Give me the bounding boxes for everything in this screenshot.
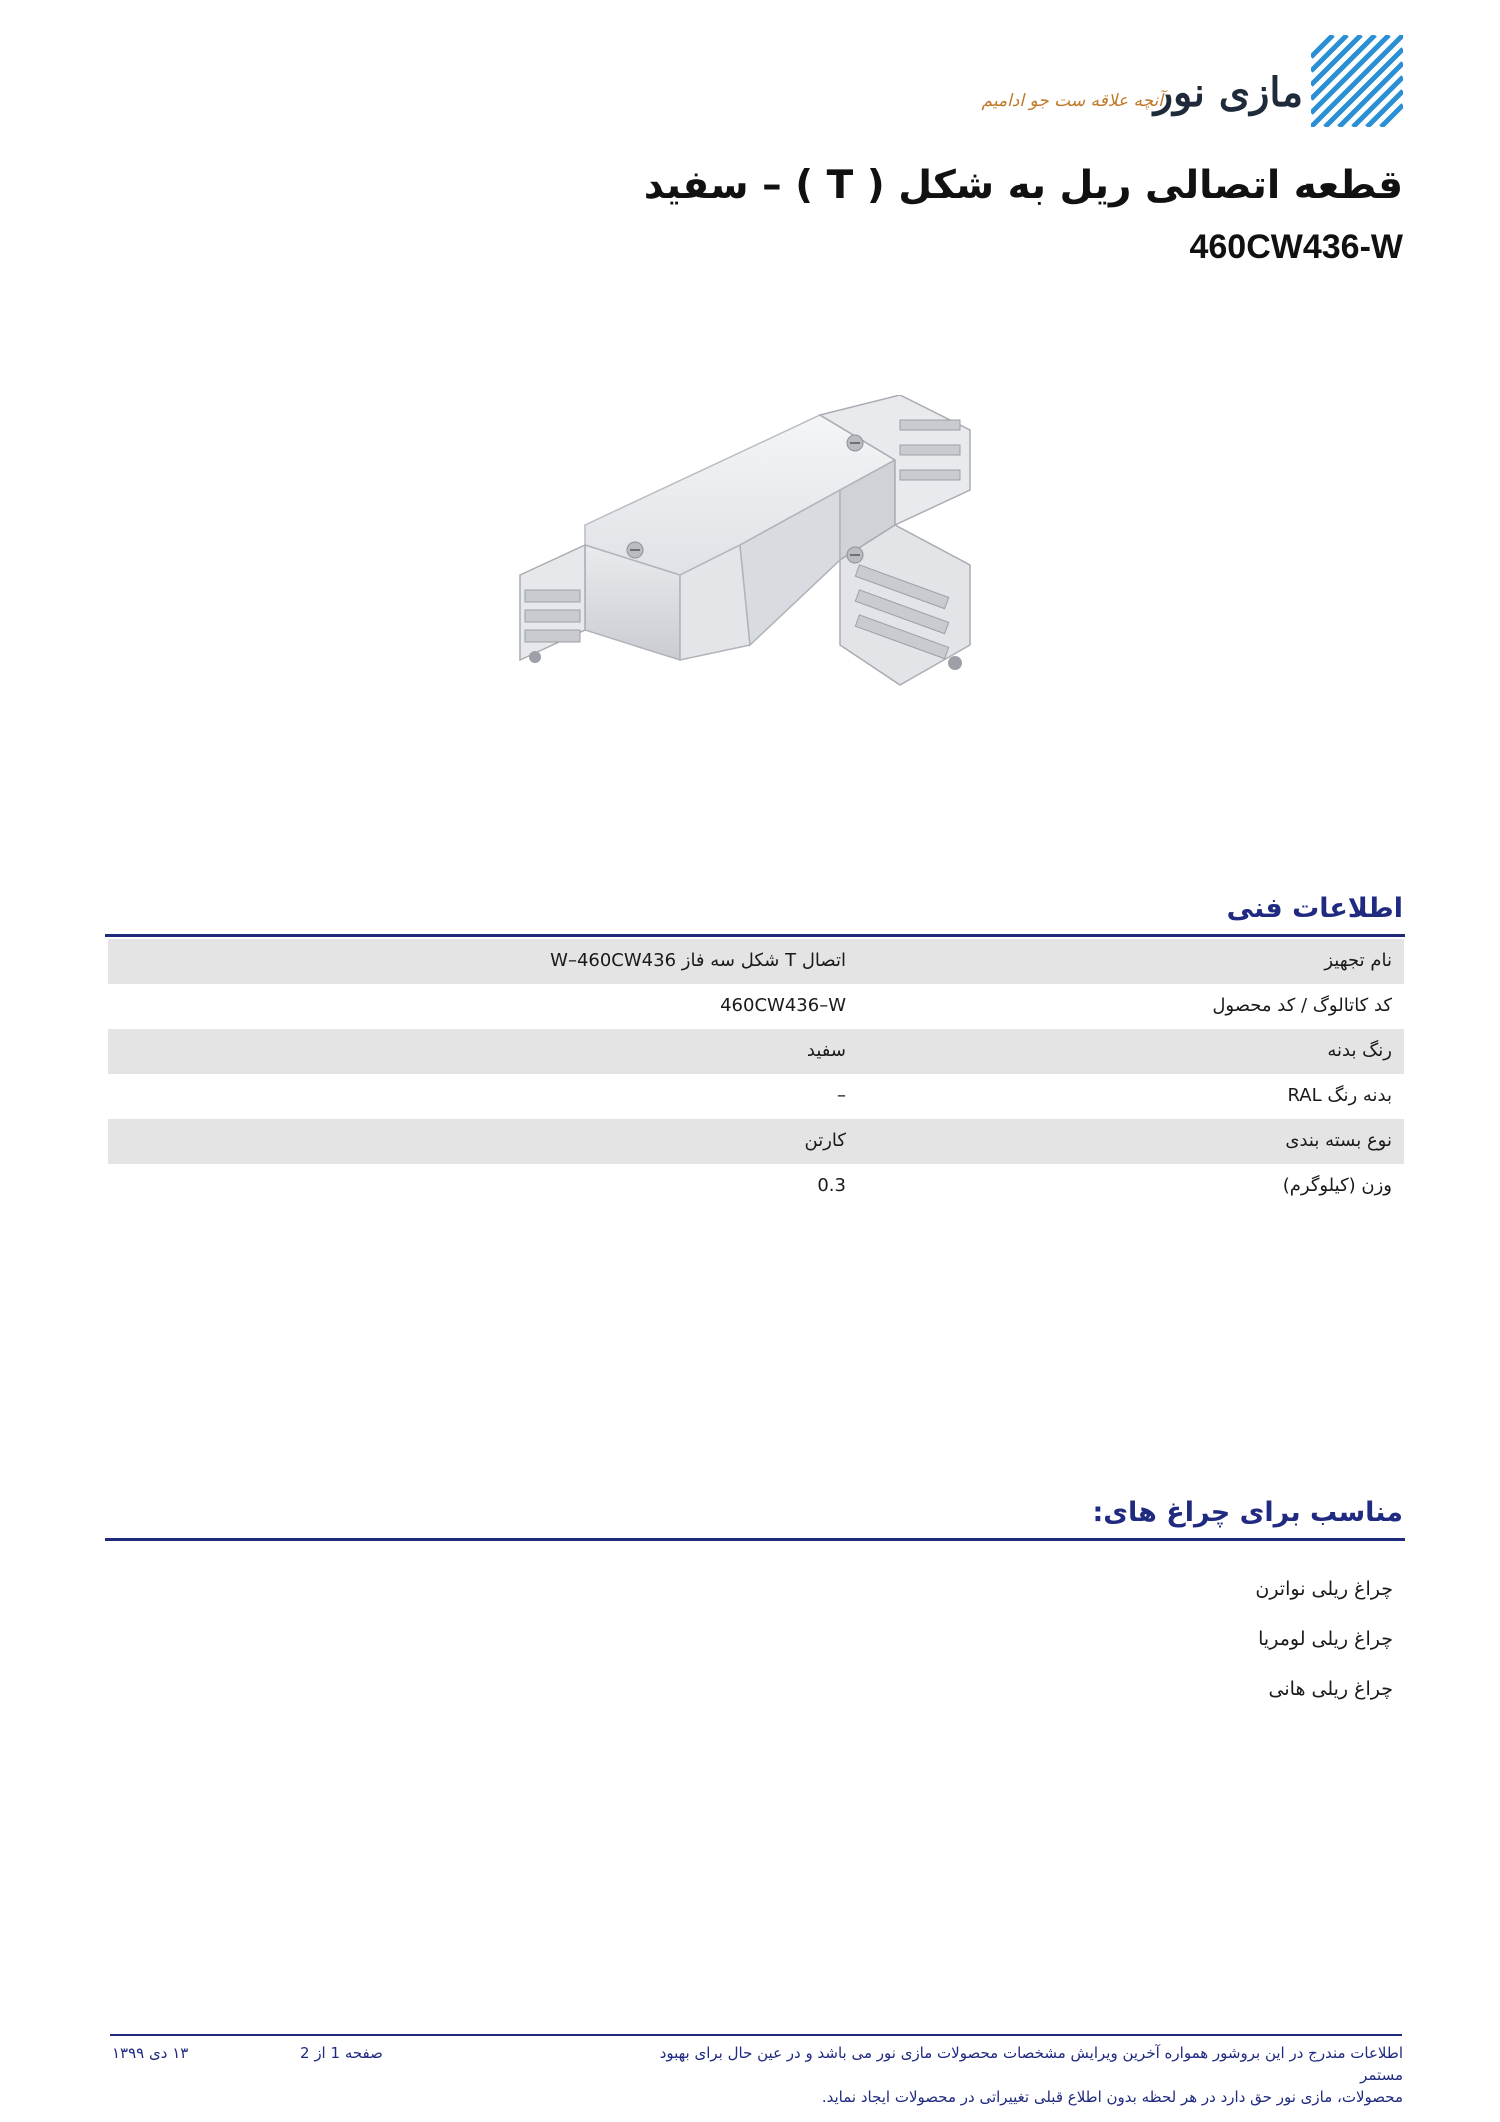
- spec-value: 0.3: [817, 1175, 846, 1196]
- spec-value: اتصال T شکل سه فاز W–460CW436: [550, 950, 846, 971]
- spec-row: [108, 984, 1404, 1029]
- product-title: قطعه اتصالی ریل به شکل ( T ) – سفید: [643, 163, 1403, 208]
- disclaimer-line: محصولات، مازی نور حق دارد در هر لحظه بدون اطلاع قبلی تغییراتی در محصولات ایجاد نماید.: [821, 2088, 1403, 2106]
- product-code: 460CW436-W: [1189, 228, 1403, 266]
- spec-value: کارتن: [804, 1130, 846, 1151]
- spec-table: [108, 939, 1404, 1209]
- lamp-list-item: چراغ ریلی نواترن: [1255, 1578, 1393, 1600]
- spec-row: [108, 1074, 1404, 1119]
- footer-divider: [110, 2034, 1402, 2036]
- spec-row: [108, 939, 1404, 984]
- spec-divider: [105, 934, 1405, 937]
- lamp-list-item: چراغ ریلی هانی: [1268, 1678, 1393, 1700]
- spec-label: وزن (کیلوگرم): [1282, 1175, 1392, 1196]
- spec-label: کد کاتالوگ / کد محصول: [1212, 995, 1392, 1016]
- spec-row: [108, 1164, 1404, 1209]
- logo-stripes-icon: [1311, 35, 1403, 127]
- spec-heading: اطلاعات فنی: [1226, 893, 1403, 924]
- company-logo: [981, 35, 1403, 130]
- disclaimer-line: اطلاعات مندرج در این بروشور همواره آخرین ویرایش مشخصات محصولات مازی نور می باشد و در عین حال برای بهبود مستمر: [659, 2044, 1403, 2084]
- spec-label: بدنه رنگ RAL: [1287, 1085, 1392, 1106]
- product-image: [500, 395, 980, 725]
- suitable-divider: [105, 1538, 1405, 1541]
- spec-label: نام تجهیز: [1324, 950, 1392, 971]
- logo-slogan: آنچه علاقه ست جو ادامیم: [981, 91, 1163, 111]
- spec-label: نوع بسته بندی: [1285, 1130, 1392, 1151]
- suitable-heading: مناسب برای چراغ های:: [1092, 1497, 1403, 1528]
- page-number: صفحه 1 از 2: [300, 2044, 383, 2062]
- lamp-list-item: چراغ ریلی لومریا: [1258, 1628, 1393, 1650]
- spec-value: سفید: [806, 1040, 846, 1061]
- document-date: ۱۳ دی ۱۳۹۹: [112, 2044, 189, 2062]
- spec-value: –: [837, 1085, 846, 1106]
- spec-value: 460CW436–W: [720, 995, 846, 1016]
- logo-brand-text: مازی نور: [1153, 69, 1303, 116]
- spec-row: [108, 1029, 1404, 1074]
- footer-disclaimer: [643, 2042, 1403, 2108]
- spec-label: رنگ بدنه: [1327, 1040, 1392, 1061]
- spec-row: [108, 1119, 1404, 1164]
